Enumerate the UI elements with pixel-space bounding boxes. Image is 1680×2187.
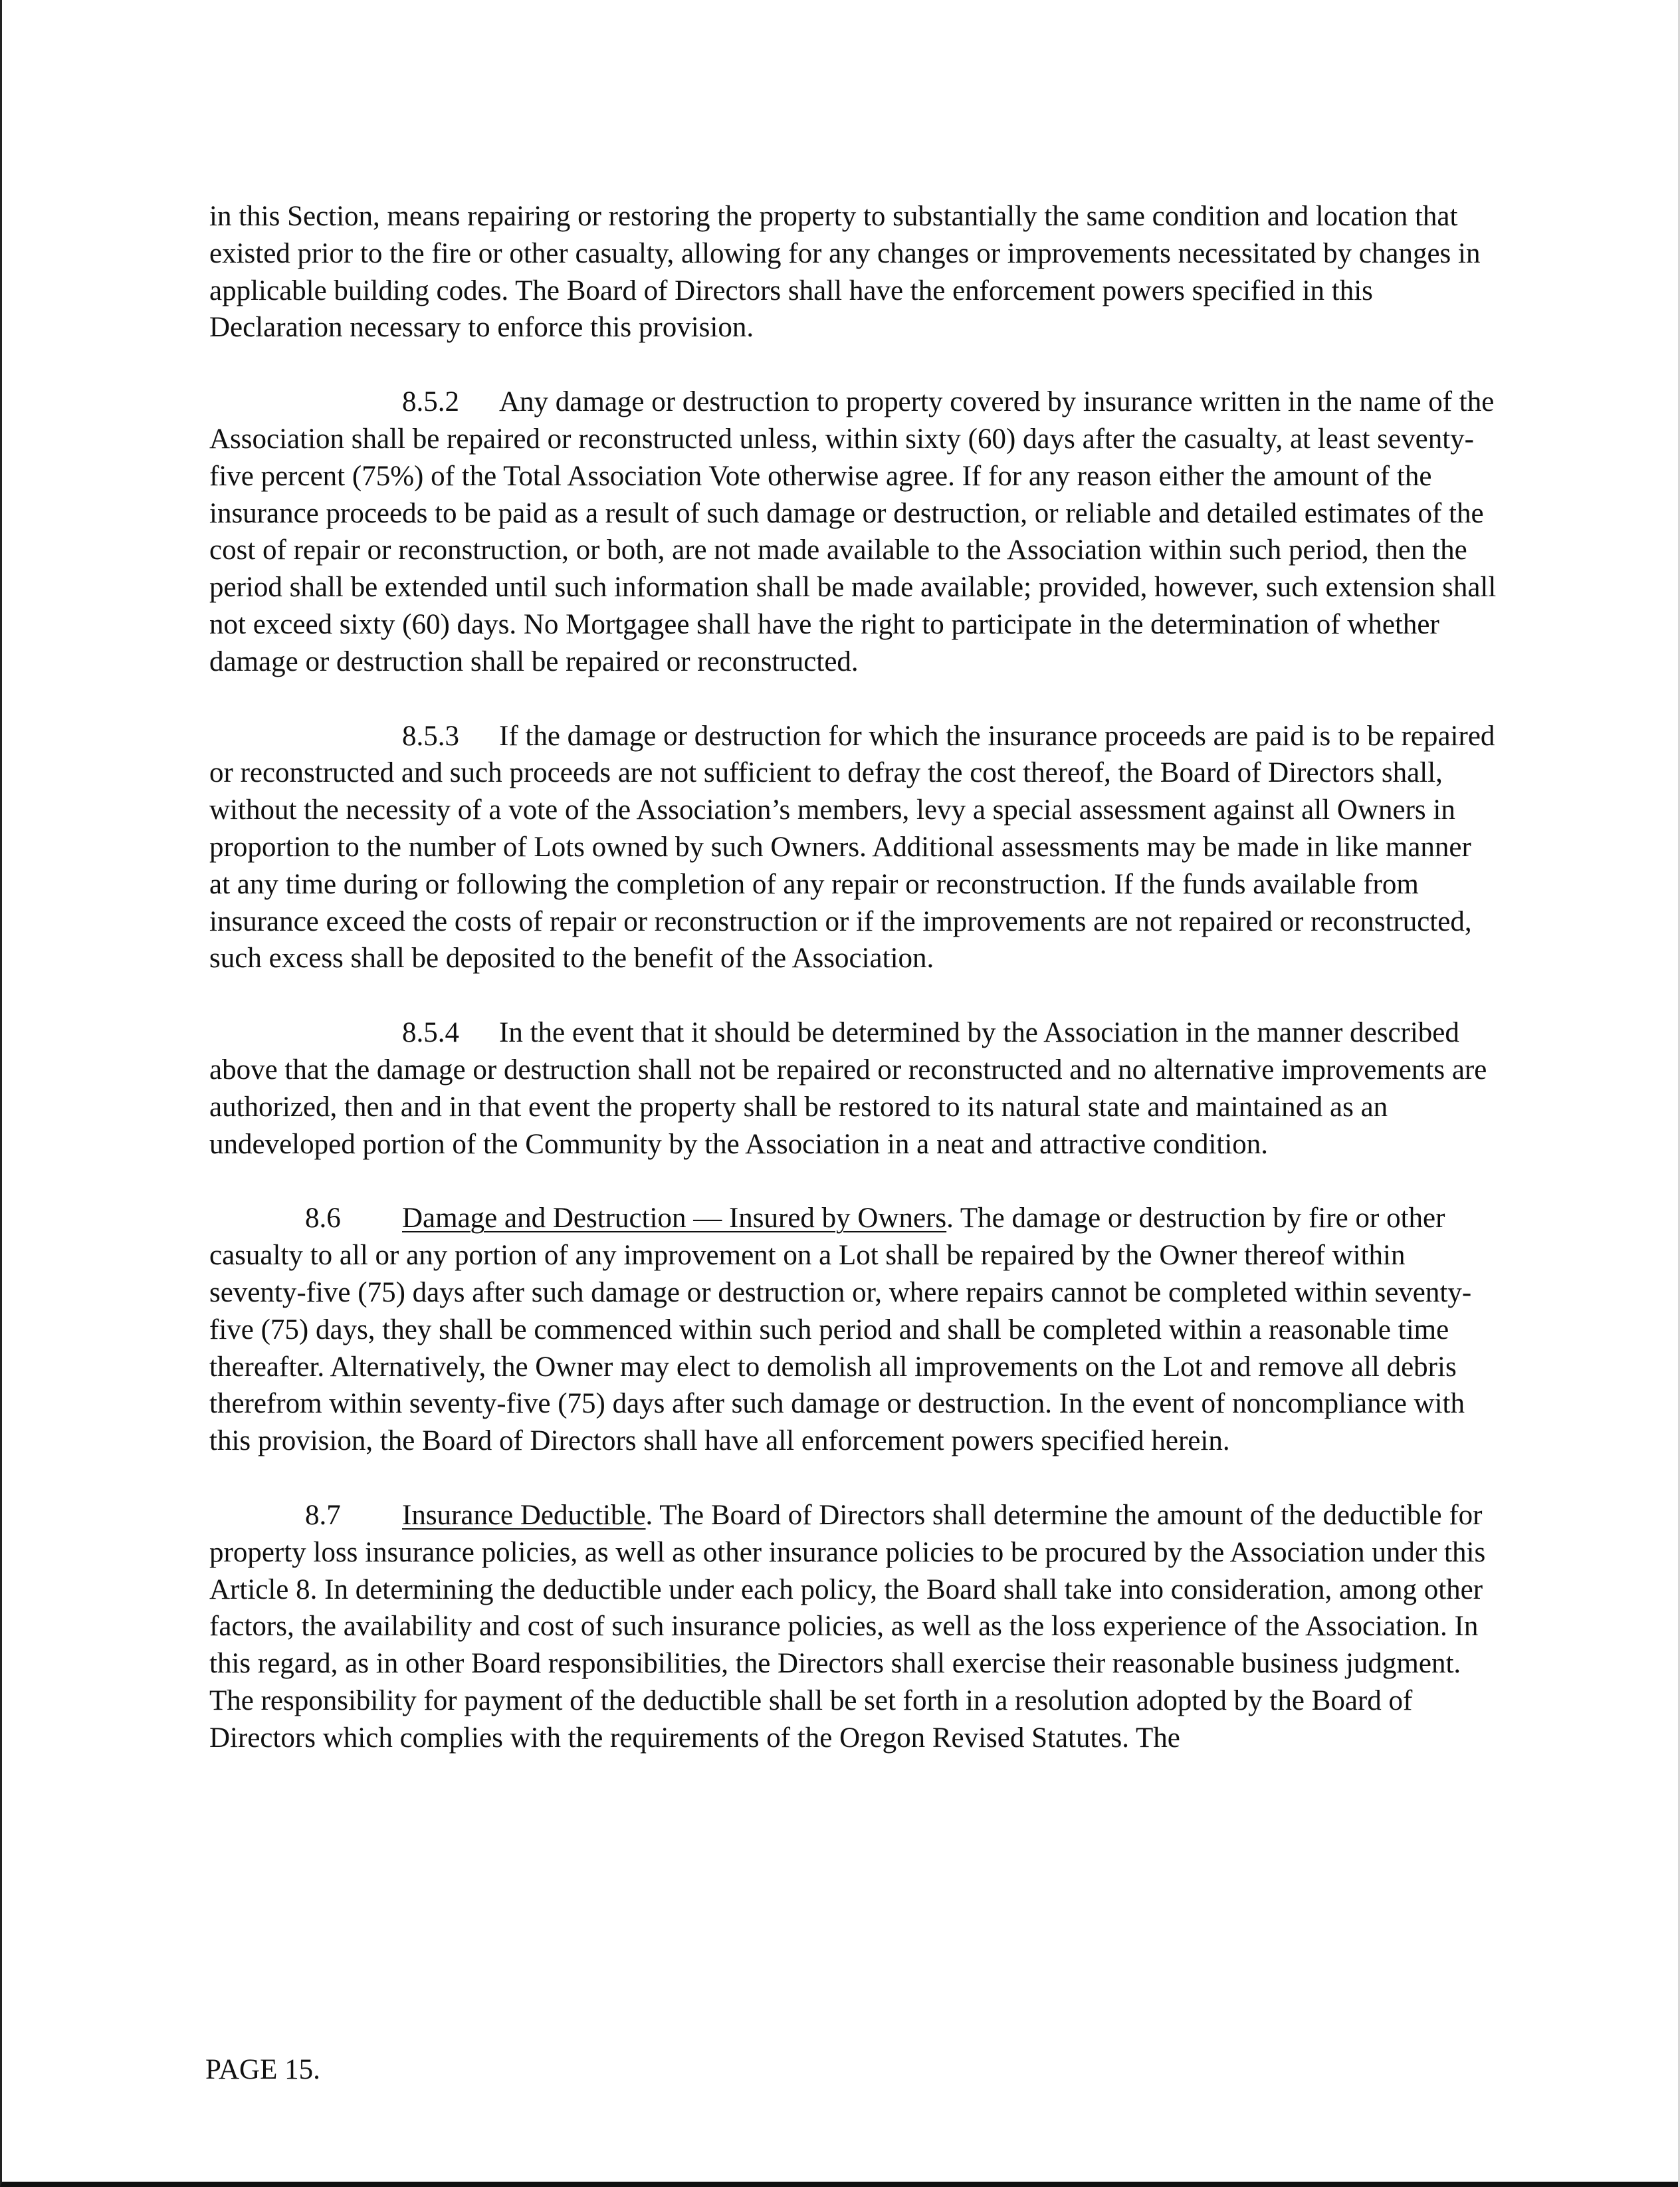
section-text: In the event that it should be determined by the Association in the manner described above that the damage or destruction shall not be repaired or reconstructed and no alternative improvements are authorized, then and in that event the property shall be restored to its natural state and maintained as an undeveloped portion of the Community by the Association in a neat and attractive condition.: [209, 1017, 1487, 1160]
section-text: Any damage or destruction to property covered by insurance written in the name of the Association shall be repaired or reconstructed unless, within sixty (60) days after the casualty, at least seventy-five percent (75%) of the Total Association Vote otherwise agree. If for any reason either the amount of the insurance proceeds to be paid as a result of such damage or destruction, or reliable and detailed estimates of the cost of repair or reconstruction, or both, are not made available to the Association within such period, then the period shall be extended until such information shall be made available; provided, however, such extension shall not exceed sixty (60) days. No Mortgagee shall have the right to participate in the determination of whether damage or destruction shall be repaired or reconstructed.: [209, 386, 1497, 677]
page-number-footer: PAGE 15.: [205, 2054, 320, 2085]
section-8-7: [209, 1497, 1499, 1757]
continuation-text: in this Section, means repairing or restoring the property to substantially the same condition and location that existed prior to the fire or other casualty, allowing for any changes or improvements necessitated by changes in applicable building codes. The Board of Directors shall have the enforcement powers specified in this Declaration necessary to enforce this provision.: [209, 201, 1481, 344]
continuation-paragraph: [209, 198, 1499, 346]
section-heading: Insurance Deductible: [402, 1499, 646, 1531]
section-8-5-2: [209, 384, 1499, 680]
section-8-6: [209, 1200, 1499, 1460]
section-heading: Damage and Destruction — Insured by Owners: [402, 1203, 947, 1234]
section-text: If the damage or destruction for which the insurance proceeds are paid is to be repaired or reconstructed and such proceeds are not sufficient to defray the cost thereof, the Board of Directors shall, without the necessity of a vote of the Association’s members, levy a special assessment against all Owners in proportion to the number of Lots owned by such Owners. Additional assessments may be made in like manner at any time during or following the completion of any repair or reconstruction. If the funds available from insurance exceed the costs of repair or reconstruction or if the improvements are not repaired or reconstructed, such excess shall be deposited to the benefit of the Association.: [209, 720, 1495, 975]
section-text: . The damage or destruction by fire or other casualty to all or any portion of any improvement on a Lot shall be repaired by the Owner thereof within seventy-five (75) days after such damage or destruction or, where repairs cannot be completed within seventy-five (75) days, they shall be commenced within such period and shall be completed within a reasonable time thereafter. Alternatively, the Owner may elect to demolish all improvements on the Lot and remove all debris therefrom within seventy-five (75) days after such damage or destruction. In the event of noncompliance with this provision, the Board of Directors shall have all enforcement powers specified herein.: [209, 1203, 1472, 1457]
document-body: [209, 198, 1499, 1793]
section-number: 8.7: [305, 1499, 341, 1531]
section-8-5-3: [209, 718, 1499, 978]
section-text: . The Board of Directors shall determine the amount of the deductible for property loss insurance policies, as well as other insurance policies to be procured by the Association under this Article 8. In determining the deductible under each policy, the Board shall take into consideration, among other factors, the availability and cost of such insurance policies, as well as the loss experience of the Association. In this regard, as in other Board responsibilities, the Directors shall exercise their reasonable business judgment. The responsibility for payment of the deductible shall be set forth in a resolution adopted by the Board of Directors which complies with the requirements of the Oregon Revised Statutes. The: [209, 1499, 1486, 1754]
section-number: 8.5.3: [402, 720, 459, 752]
section-8-5-4: [209, 1014, 1499, 1163]
section-number: 8.5.4: [402, 1017, 459, 1049]
section-number: 8.5.2: [402, 386, 459, 418]
section-number: 8.6: [305, 1203, 341, 1234]
